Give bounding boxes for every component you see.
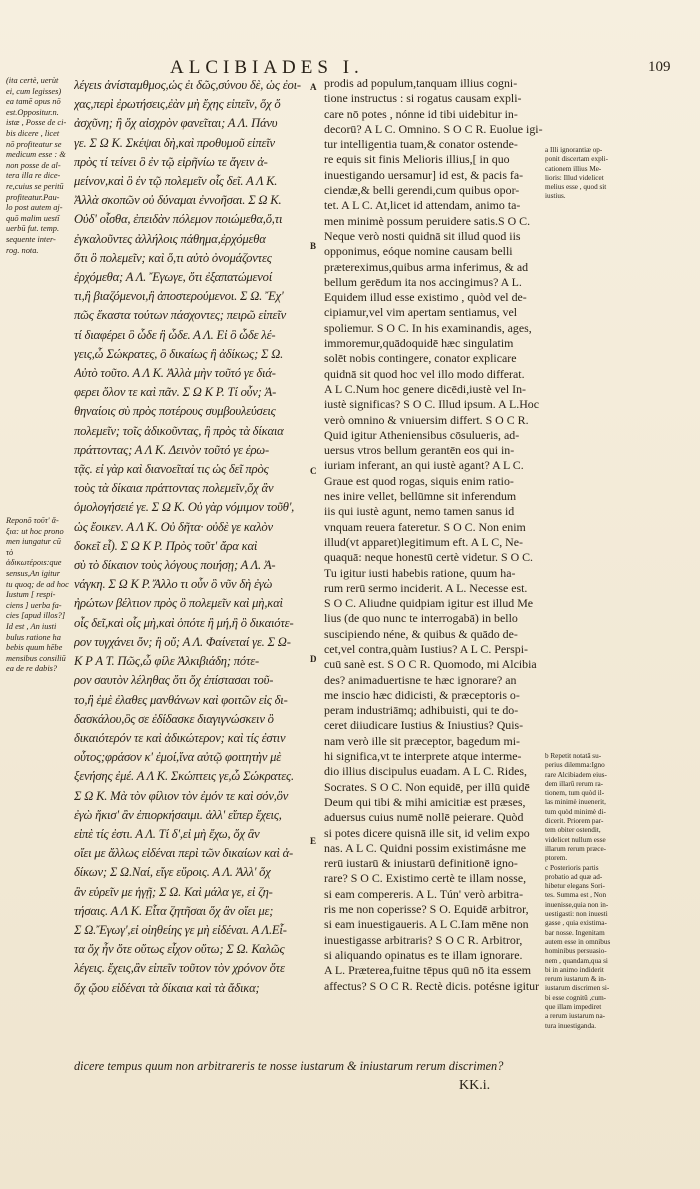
margin-note-line: probatio ad quæ ad- — [545, 872, 603, 881]
margin-note-line: istæ , Posse de ci- — [6, 118, 67, 128]
latin-text — [324, 76, 544, 994]
section-letter: C — [310, 466, 317, 476]
margin-note-line: ei, cum legisses) — [6, 86, 62, 96]
greek-line: δίκων; Σ Ω.Ναί, εἴγε εὕροις. Α Λ. Ἀλλ' ὅχ — [74, 865, 271, 880]
right-margin-notes — [545, 76, 641, 1046]
margin-note-line: men iungatur cū — [6, 537, 61, 547]
latin-line: Neque verò nosti quidnā sit illud quod iis — [324, 228, 521, 243]
greek-line: ρον σαυτὸν λέληθας ὅτι ὅχ ἐπίστασαι τοῦ- — [74, 673, 274, 688]
margin-note-line: re,cuius se peritū — [6, 181, 64, 191]
greek-line: λέγεις. ἔχεις,ἂν εἰπεῖν τοῦτον τὸν χρόνον ὅτε — [74, 961, 285, 976]
margin-note-line: est.Oppositur.n. — [6, 107, 59, 117]
latin-line: illud(vt apparet)legitimum eft. A L C, Ne- — [324, 534, 524, 549]
section-letter: B — [310, 241, 317, 251]
margin-note-line: lo post autem aj- — [6, 203, 63, 213]
margin-note-line: tes. Summa est , Non — [545, 891, 607, 900]
margin-note-line: hibetur elegans Sori- — [545, 882, 605, 891]
page-number: 109 — [648, 59, 671, 75]
latin-line: Quid igitur Atheniensibus cōsulueris, ad- — [324, 427, 520, 442]
margin-note-line: ponit discertam expli- — [545, 155, 609, 164]
signature-mark: KK.i. — [459, 1078, 491, 1093]
margin-note-line: (ita certè, uerùt — [6, 76, 59, 85]
margin-note-line: Iustum [ respi- — [6, 590, 56, 600]
greek-line: εἰπὲ τίς ἐστι. Α Λ. Τί δ',εἰ μὴ ἔχω, ὅχ ἂν — [74, 826, 260, 841]
latin-line: immoremur,quādoquidē hæc singulatim — [324, 336, 514, 351]
section-letter: A — [310, 82, 317, 92]
greek-line: γε. Σ Ω Κ. Σκέψαι δὴ,καὶ προθυμοῦ εἰπεῖν — [74, 135, 275, 150]
latin-line: me inscio hæc didicisti, & præceptoris o- — [324, 687, 520, 702]
margin-note-line: ciens ] uerba fa- — [6, 600, 62, 610]
latin-line: bellum gerēdum ita nos accingimus? A L. — [324, 274, 522, 289]
latin-line: opponimus, eóque nomine causam belli — [324, 244, 513, 259]
margin-note-line: tera illa re dice- — [6, 171, 61, 181]
margin-note-line: bi in animo indiderit — [545, 965, 604, 974]
margin-note-line: cies [apud illos?] — [6, 611, 66, 621]
latin-line: prætereximus,quibus arma inferimus, & ad — [324, 259, 529, 274]
margin-note-line: sequente inter- — [6, 234, 56, 244]
latin-line: tione instructus : si rogatus causam expli- — [324, 91, 522, 106]
margin-note-line: b Repetit notatā su- — [545, 752, 602, 760]
greek-line: Σ Ω.Ἔγωγ',εἰ οἰηθείης γε μὴ εἰδέναι. Α Λ.Εἶ- — [74, 922, 287, 937]
latin-line: cipiamur,vel vim apertam sentiamus, vel — [324, 305, 518, 320]
greek-line: τᾷς. εἰ γὰρ καὶ διανοεῖταί τις ὡς δεῖ πρὸς — [74, 462, 269, 477]
latin-line: rerū iustarū & iniustarū definitionē igno- — [324, 856, 518, 871]
greek-line: χας,περὶ ἐρωτήσεις,ἐὰν μὴ ἔχης εἰπεῖν, ὅχ ὅ — [74, 97, 281, 112]
page-title: ALCIBIADES I. — [170, 57, 364, 78]
margin-note-line: iustius. — [545, 192, 566, 201]
margin-note-line: tem obiter ostendit, — [545, 826, 601, 835]
greek-line: Σ Ω Κ. Μὰ τὸν φίλιον τὸν ἐμόν τε καὶ σόν,ὃν — [74, 788, 289, 803]
latin-line: cet,vel contra,quàm Iustius? A L C. Perspi- — [324, 641, 528, 656]
greek-line: τι,ἢ βιαζόμενοι,ἢ ἀποστερούμενοι. Σ Ω. Ἔχ' — [74, 289, 284, 304]
latin-line: care nō potes , nónne id tibi uidebitur in- — [324, 106, 518, 121]
margin-note-block — [545, 146, 641, 202]
greek-line: ὅχ ᾤου εἰδέναι τὰ δίκαια καὶ τὰ ἄδικα; — [74, 980, 260, 995]
latin-line: nam verò ille sit præceptor, bagedum mi- — [324, 733, 520, 748]
latin-line: tur intelligentia tuam,& conator ostende- — [324, 137, 518, 152]
latin-line: solēt nobis contingere, conator explicare — [324, 351, 517, 366]
latin-line: verò omnino & vniuersim differt. S O C R. — [324, 412, 529, 427]
margin-note-line: non posse de al- — [6, 160, 61, 170]
margin-note-line: a rerum iustarum na- — [545, 1012, 606, 1021]
latin-line: ris me non coperisse? S O. Equidē arbitror, — [324, 902, 529, 917]
margin-note-line: tionem, tum quòd il- — [545, 789, 605, 798]
margin-note-line: autem esse in omnibus — [545, 937, 611, 946]
latin-line: lius (de quo nunc te interrogabā) in bello — [324, 611, 518, 626]
latin-line: nas. A L C. Quidni possim existimásne me — [324, 840, 527, 855]
latin-line: si potes dicere quisnā ille sit, id velim expo — [324, 825, 530, 840]
margin-note-line: Reponō τοῦτ' ἄ- — [6, 516, 59, 526]
latin-line: quaquā: neque honestū certè videtur. S O C. — [324, 550, 534, 565]
latin-line: rum rerū sermo inciderit. A L. Necesse est. — [324, 580, 528, 595]
margin-note-line: bi esse cognitū ,cum- — [545, 993, 607, 1002]
margin-note-block — [6, 516, 70, 675]
margin-note-line: ξια: ut hoc prono — [6, 526, 64, 536]
section-letter: D — [310, 654, 317, 664]
margin-note-line: nō profiteatur se — [6, 139, 62, 149]
greek-line: ὁμολογήσειέ γε. Σ Ω Κ. Οὐ γὰρ νόμιμον τοῦθ', — [74, 500, 295, 515]
margin-note-line: lioris: Illud videlicet — [545, 173, 604, 182]
margin-note-line: hominibus persuasio- — [545, 947, 607, 956]
latin-line: ceret diiudicare Iustius & Iniustius? Quis- — [324, 718, 524, 733]
latin-line: aduersus cuius numē nollē peierare. Quòd — [324, 810, 524, 825]
margin-note-line: uestigasti: non inuesti — [545, 910, 608, 919]
latin-line: spoliemur. S O C. In his examinandis, ages, — [324, 320, 532, 335]
margin-note-line: ea de re dabis? — [6, 664, 58, 674]
latin-line: des? animaduertisne te hæc ignorare? an — [324, 672, 517, 687]
latin-line: tet. A L C. At,licet id attendam, animo ta- — [324, 198, 521, 213]
greek-line: τοὺς τὰ δίκαια πράττοντας πολεμεῖν,ὅχ ἂν — [74, 481, 274, 496]
margin-note-line: rog. nota. — [6, 245, 39, 255]
latin-line: rare? S O C. Existimo certè te illam nosse, — [324, 871, 527, 886]
latin-line: iustè significas? S O C. Illud ipsum. A L.Hoc — [324, 397, 540, 412]
margin-note-line: quō malim uestī — [6, 213, 60, 223]
greek-line: πολεμεῖν; τοῖς ἀδικοῦντας, ἢ πρὸς τὰ δίκαια — [74, 423, 284, 438]
greek-line: ξενήσης ἐμέ. Α Λ Κ. Σκώπτεις γε,ὦ Σώκρατες. — [74, 769, 294, 784]
margin-note-line: profiteatur.Pau- — [6, 192, 60, 202]
margin-note-line: c Posterioris partis — [545, 863, 599, 872]
greek-line: το,ἢ ἐμὲ ἐλαθες μανθάνων καὶ φοιτῶν εἰς δι- — [74, 692, 288, 707]
greek-line: πρὸς τί τείνει ὃ ἐν τῷ εἰρῆνίω τε ἄγειν ἀ- — [74, 154, 268, 169]
margin-note-line: medicum esse : & — [6, 150, 66, 160]
latin-line: si eam compereris. A L. Tún' verò arbitra- — [324, 886, 524, 901]
latin-line: S O C. Aliudne quidpiam igitur est illud Me — [324, 596, 534, 611]
margin-note-line: rare Alcibiadem eius- — [545, 770, 607, 779]
greek-line: ρον τυγχάνει ὄν; ἢ οὔ; Α Λ. Φαίνεταί γε. Σ Ω- — [74, 634, 291, 649]
latin-line: nes inire vellet, bellūmne sit inferendum — [324, 489, 517, 504]
margin-note-line: dicerit. Priorem par- — [545, 817, 604, 826]
greek-line: Αὐτὸ τοῦτο. Α Λ Κ. Ἀλλὰ μὴν τοῦτό γε διά- — [74, 366, 276, 381]
greek-line: ἂν εὑρεῖν με ἡγῇ; Σ Ω. Καὶ μάλα γε, εἰ ζη- — [74, 884, 273, 899]
margin-note-line: iustarum discrimen si- — [545, 984, 610, 993]
margin-note-line: Id est , An iusti — [6, 622, 57, 632]
margin-note-line: bar nosse. Ingenitam — [545, 928, 605, 937]
greek-line: τί διαφέρει ὃ ὧδε ἢ ὧδε. Α Λ. Εἰ ὃ ὧδε λέ- — [74, 327, 276, 342]
left-margin-notes — [6, 76, 70, 836]
latin-line: prodis ad populum,tanquam illius cogni- — [324, 76, 518, 90]
latin-line: iuriam inferant, an qui iustè agant? A L C. — [324, 458, 524, 473]
latin-line: hi significa,vt te interprete atque interme- — [324, 749, 522, 764]
latin-line: iis qui iustè agunt, nemo tamen sanus id — [324, 504, 515, 519]
margin-note-line: tum quòd minimè di- — [545, 807, 606, 816]
margin-note-line: uerbū fut. temp. — [6, 224, 60, 234]
margin-note-line: tu quoq; de ad hoc — [6, 579, 69, 589]
margin-note-line: rerum iustarum & in- — [545, 975, 607, 984]
greek-line: γεις,ὦ Σώκρατες, ὃ δικαίως ἢ ἀδίκως; Σ Ω. — [74, 346, 284, 361]
closing-line: dicere tempus quum non arbitrareris te nosse iustarum & iniustarum rerum discrimen? — [74, 1059, 504, 1073]
margin-note-line: sensus,An igitur — [6, 569, 60, 579]
latin-line: A L C.Num hoc genere dicēdi,iustè vel In- — [324, 381, 526, 396]
latin-line: cuū sanè est. S O C R. Quomodo, mi Alcibia — [324, 657, 537, 672]
greek-line: οἴει με ἄλλως εἰδέναι περὶ τῶν δικαίων καὶ ἀ- — [74, 846, 293, 861]
greek-text — [74, 76, 317, 998]
greek-line: λέγειs ἀνίσταμθμος,ὡς ἐι δῶς,σύνου δὲ, ὡς ἐοι- — [74, 78, 301, 92]
margin-note-block — [6, 76, 70, 256]
latin-line: si aliquando opinatus es te illam ignorare. — [324, 947, 523, 962]
latin-line: affectus? S O C R. Rectè dicis. potésne igitur — [324, 978, 540, 993]
greek-line: μείνον,καὶ ὃ ἐν τῷ πολεμεῖν οἷς δεῖ. Α Λ Κ. — [74, 174, 278, 189]
greek-line: τήσαις. Α Λ Κ. Εἶτα ζητῆσαι ὅχ ἂν οἴει με; — [74, 903, 274, 918]
latin-line: Graue est quod rogas, siquis enim ratio- — [324, 473, 514, 488]
latin-line: decorū? A L C. Omnino. S O C R. Euolue igi- — [324, 121, 543, 136]
greek-line: ἀσχῦνη; ἢ ὅχ αἰσχρὸν φανεῖται; Α Λ. Πάνυ — [74, 116, 278, 131]
greek-line: Κ Ρ Α Τ. Πῶς,ὦ φίλε Ἀλκιβιάδη; πότε- — [74, 654, 260, 669]
margin-note-line: mensibus consiliū — [6, 653, 66, 663]
greek-line: ἐρχόμεθα; Α Λ. Ἔγωγε, ὅτι ἐξαπατώμενοί — [74, 270, 273, 285]
margin-note-line: ptorem. — [545, 854, 568, 863]
greek-line: δοκεῖ εἶ). Σ Ω Κ Ρ. Πρὸς τοῦτ' ἄρα καὶ — [74, 538, 258, 553]
latin-line: quidnā sit quod hoc vel illo modo differat. — [324, 366, 525, 381]
margin-note-line: τὸ ἀδικωτέροιs:que — [6, 547, 62, 568]
greek-line: ὡς ἔοικεν. Α Λ Κ. Οὐ δῆτα· οὐδὲ γε καλὸν — [74, 519, 273, 534]
latin-column — [324, 76, 544, 1058]
greek-line: ἐγὼ ἥκισ' ἂν ἐπιορκήσαιμι. ἀλλ' εἴπερ ἔχεις, — [74, 807, 282, 822]
margin-note-line: dem illarū rerum ra- — [545, 779, 604, 788]
margin-note-line: inuenisse,quia non in- — [545, 900, 609, 909]
greek-line: θηναίοις σὺ πρὸς ποτέρους συμβουλεύσεις — [74, 404, 276, 419]
greek-line: τα ὅχ ἦν ὅτε οὕτως εἶχον οὕτω; Σ Ω. Καλῶς — [74, 942, 285, 957]
margin-note-line: bebis quum hēbe — [6, 643, 63, 653]
latin-line: vnquam reuera fateretur. S O C. Non enim — [324, 519, 526, 534]
margin-note-block — [545, 752, 641, 1031]
latin-line: Deum qui tibi & mihi amicitiæ est præses, — [324, 794, 526, 809]
margin-note-line: las minimè inuenerit, — [545, 798, 606, 807]
latin-line: Tu igitur iusti habebis ratione, quum ha- — [324, 565, 516, 580]
latin-line: si eam inuestigaueris. A L C.Iam mēne non — [324, 917, 529, 932]
greek-line: ὅτι ὃ πολεμεῖν; καὶ ὅ,τι αὐτὸ ὀνομάζοντες — [74, 250, 272, 265]
margin-note-line: gasse , quia existima- — [545, 919, 607, 928]
latin-line: dio illius discipulus euadam. A L C. Rides, — [324, 764, 528, 779]
margin-note-line: bis dicere , licet — [6, 128, 60, 138]
greek-line: σὺ τὸ δίκαιον τοὺς λόγους ποιήσῃ; Α Λ. Ἀ- — [74, 558, 276, 573]
margin-note-line: bulus ratione ha — [6, 632, 61, 642]
margin-note-line: videlicet nullum esse — [545, 835, 606, 844]
margin-note-line: tura inuestiganda. — [545, 1021, 597, 1030]
latin-line: peram industriāmq; adhibuisti, qui te do- — [324, 703, 519, 718]
latin-line: ciendæ,& belli gerendi,cum quibus opor- — [324, 183, 520, 198]
margin-note-line: perius dilemma:Igno — [545, 761, 605, 770]
greek-column — [74, 76, 317, 1058]
margin-note-line: a Illi ignorantiæ op- — [545, 146, 603, 154]
margin-note-line: que illam impediret — [545, 1003, 602, 1012]
latin-line: Socrates. S O C. Non equidē, per illū quidē — [324, 779, 530, 794]
latin-line: inuestigasse arbitraris? S O C R. Arbitror, — [324, 932, 523, 947]
greek-line: νάγκη. Σ Ω Κ Ρ. Ἄλλο τι οὖν ὃ νῦν δὴ ἐγὼ — [74, 577, 273, 592]
latin-line: men minimè possum peruidere satis.S O C. — [324, 213, 531, 228]
latin-line: suscipiendo néne, & quibus & quādo de- — [324, 626, 518, 641]
greek-line: δικαιότερόν τε καὶ ἀδικώτερον; καὶ τίς ἐστιν — [74, 730, 286, 745]
greek-line: φερει ὅλον τε καὶ πᾶν. Σ Ω Κ Ρ. Τί οὖν; Ἀ- — [74, 385, 277, 400]
latin-line: inuestigando uersamur] id est, & pacis fa- — [324, 167, 524, 182]
section-letter: E — [310, 836, 317, 846]
margin-note-line: illarum rerum præce- — [545, 844, 607, 853]
section-letters — [310, 76, 324, 976]
greek-line: ἠρώτων βέλτιον πρὸς ὃ πολεμεῖν καὶ μὴ,καὶ — [74, 596, 283, 611]
greek-line: οὗτος;φράσον κ' ἐμοί,ἵνα αὐτῷ φοιτητὴν μὲ — [74, 750, 282, 765]
latin-line: re equis sit finis Melioris illius,[ in quo — [324, 152, 510, 167]
margin-note-line: melius esse , quod sit — [545, 183, 607, 192]
greek-line: πῶς ἕκαστα τούτων πάσχοντες; πειρῶ εἰπεῖν — [74, 308, 286, 323]
latin-line: uersus vtros bellum gerantēn eos qui in- — [324, 443, 515, 458]
latin-line: A L. Præterea,fuitne tēpus quū nō ita essem — [324, 963, 532, 978]
latin-line: Equidem illud esse existimo , quòd vel de- — [324, 290, 527, 305]
greek-line: πράττοντας; Α Λ Κ. Δεινὸν τοῦτό γε ἐρω- — [74, 442, 269, 457]
greek-line: Ἀλλὰ σκοπῶν οὐ δύναμαι ἐννοῆσαι. Σ Ω Κ. — [74, 193, 282, 208]
greek-line: ἐγκαλοῦντες ἀλλήλοις πάθημα,ἐρχόμεθα — [74, 231, 266, 246]
greek-line: Οὐδ' οἶσθα, ἐπειδὰν πόλεμον ποιώμεθα,ὅ,τι — [74, 212, 283, 227]
margin-note-line: nem , quandam,qua si — [545, 956, 608, 965]
margin-note-line: cationem illius Me- — [545, 164, 602, 173]
greek-line: οἷς δεῖ,καὶ οἷς μὴ,καὶ ὁπότε ἢ μή,ἢ ὃ δικαιότε- — [74, 615, 294, 630]
margin-note-line: ea tamē opus nō — [6, 97, 61, 107]
greek-line: δασκάλου,ὃς σε ἐδίδασκε διαγιγνώσκειν ὃ — [74, 711, 274, 726]
